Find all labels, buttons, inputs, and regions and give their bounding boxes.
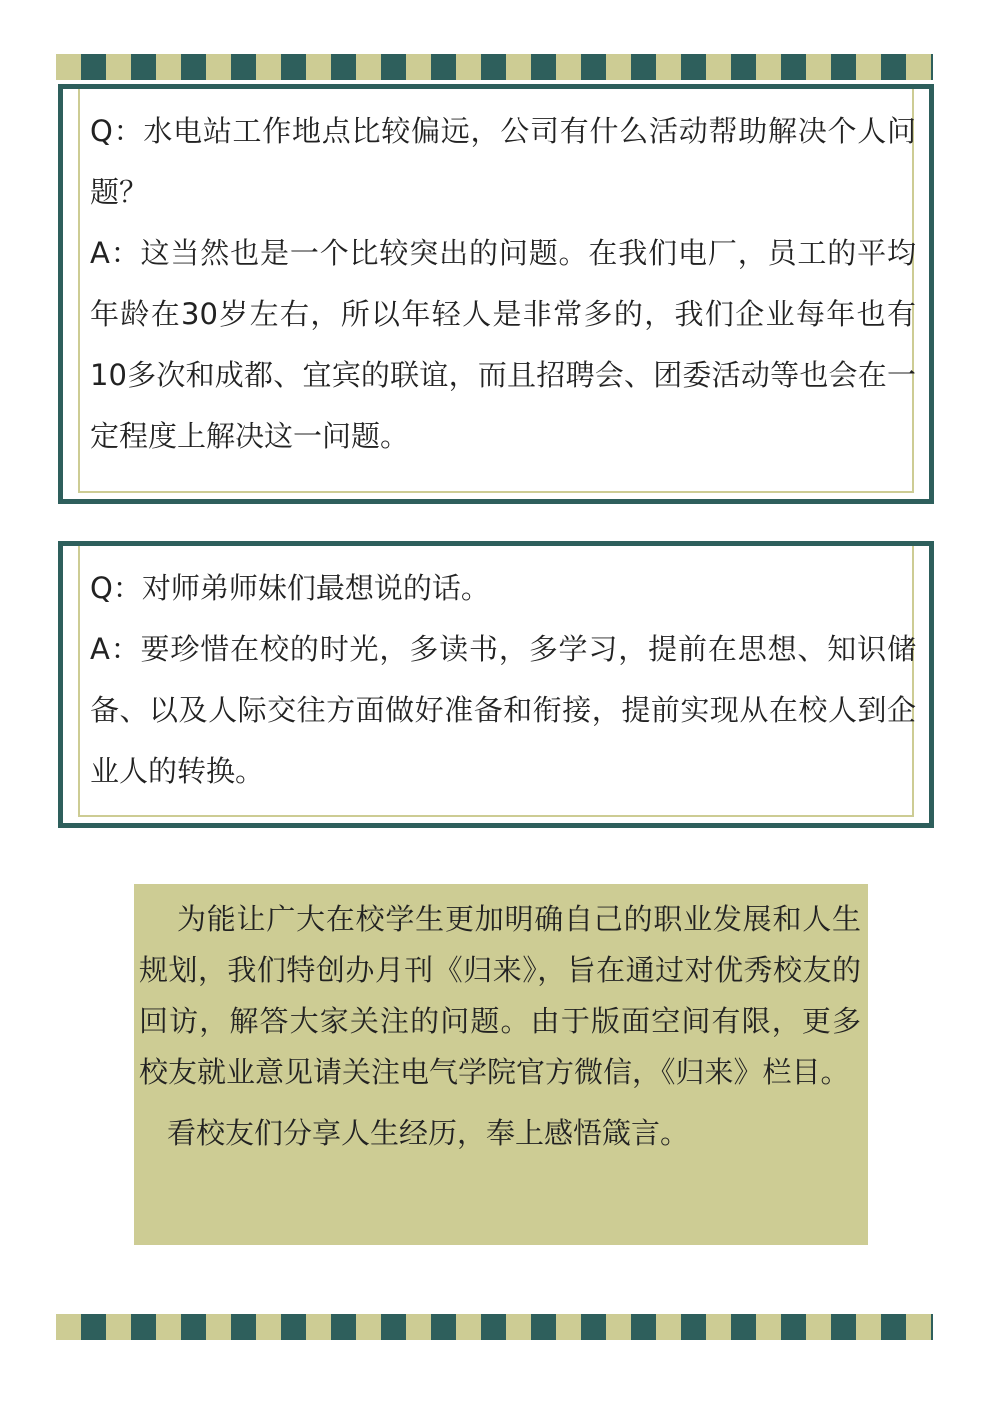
intro-text — [139, 894, 861, 1159]
qa-card-text — [90, 558, 916, 802]
question-text: Q：水电站工作地点比较偏远，公司有什么活动帮助解决个人问题？ — [90, 114, 916, 209]
qa-card-text — [90, 101, 916, 467]
intro-panel — [134, 884, 868, 1245]
answer-text: A：要珍惜在校的时光，多读书，多学习，提前在思想、知识储备、以及人际交往方面做好准备和衔接，提前实现从在校人到企业人的转换。 — [90, 632, 916, 788]
intro-paragraph: 为能让广大在校学生更加明确自己的职业发展和人生规划，我们特创办月刊《归来》，旨在通过对优秀校友的回访，解答大家关注的问题。由于版面空间有限，更多校友就业意见请关注电气学院官方微信，《归来》栏目。 — [139, 902, 861, 1089]
intro-paragraph: 看校友们分享人生经历，奉上感悟箴言。 — [167, 1116, 690, 1150]
qa-card-workplace — [58, 84, 934, 504]
answer-text: A：这当然也是一个比较突出的问题。在我们电厂，员工的平均年龄在30岁左右，所以年轻人是非常多的，我们企业每年也有10多次和成都、宜宾的联谊，而且招聘会、团委活动等也会在一定程度上解决这一问题。 — [90, 236, 916, 453]
qa-card-advice — [58, 541, 934, 828]
decorative-stripe-top — [56, 54, 933, 80]
question-text: Q：对师弟师妹们最想说的话。 — [90, 571, 490, 605]
decorative-stripe-bottom — [56, 1314, 933, 1340]
